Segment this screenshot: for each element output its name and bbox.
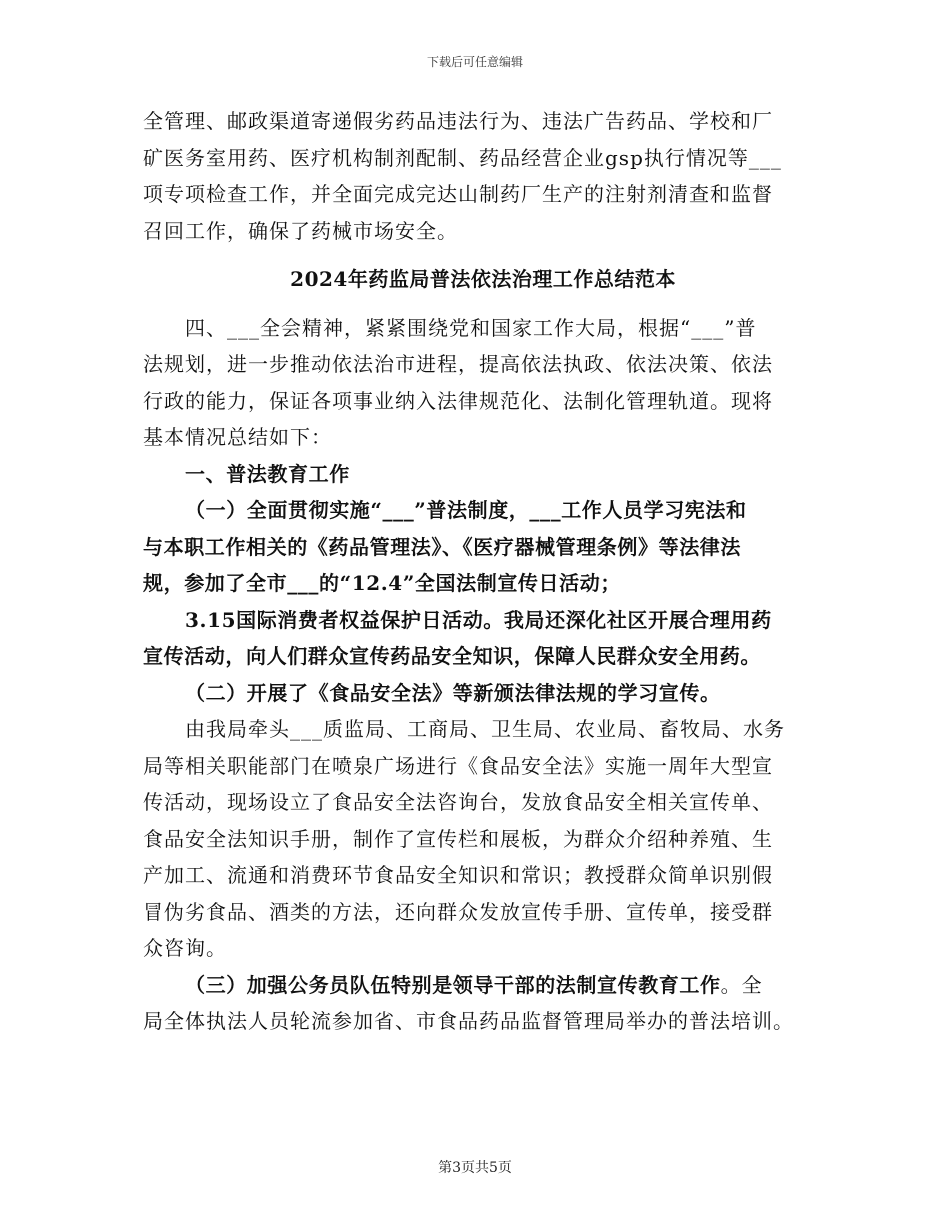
text-line: 冒伪劣食品、酒类的方法，还向群众发放宣传手册、宣传单，接受群 bbox=[143, 899, 773, 924]
page-header-note: 下载后可任意编辑 bbox=[426, 55, 523, 69]
document-title: 2024年药监局普法依法治理工作总结范本 bbox=[290, 267, 676, 291]
text-line: 基本情况总结如下： bbox=[143, 425, 332, 449]
text-line bbox=[143, 967, 823, 1004]
subsection-heading: （二）开展了《食品安全法》等新颁法律法规的学习宣传。 bbox=[185, 680, 721, 705]
text-line: 矿医务室用药、医疗机构制剂配制、药品经营企业gsp执行情况等___ bbox=[143, 145, 782, 170]
text-line: 行政的能力，保证各项事业纳入法律规范化、法制化管理轨道。现将 bbox=[143, 388, 773, 413]
text-fragment: 。全 bbox=[720, 972, 763, 997]
section-heading: 一、普法教育工作 bbox=[185, 461, 350, 486]
text-line: 法规划，进一步推动依法治市进程，提高依法执政、依法决策、依法 bbox=[143, 352, 773, 376]
text-line: 食品安全法知识手册，制作了宣传栏和展板，为群众介绍种养殖、生 bbox=[143, 826, 773, 851]
text-line: 传活动，现场设立了食品安全法咨询台，发放食品安全相关宣传单、 bbox=[143, 790, 773, 814]
text-line: 四、___全会精神，紧紧围绕党和国家工作大局，根据“___”普 bbox=[185, 315, 757, 340]
text-line: 全管理、邮政渠道寄递假劣药品违法行为、违法广告药品、学校和厂 bbox=[143, 109, 773, 133]
text-line: 众咨询。 bbox=[143, 936, 227, 960]
text-line: 局等相关职能部门在喷泉广场进行《食品安全法》实施一周年大型宣 bbox=[143, 753, 773, 778]
text-line: 与本职工作相关的《药品管理法》、《医疗器械管理条例》等法律法 bbox=[143, 534, 741, 559]
text-line: 项专项检查工作，并全面完成完达山制药厂生产的注射剂清查和监督 bbox=[143, 182, 773, 206]
text-line: 召回工作，确保了药械市场安全。 bbox=[143, 218, 458, 243]
page-number: 第3页共5页 bbox=[438, 1160, 512, 1176]
document-body bbox=[143, 103, 823, 1040]
text-line: 局全体执法人员轮流参加省、市食品药品监督管理局举办的普法培训。 bbox=[143, 1009, 794, 1033]
text-line: 由我局牵头___质监局、工商局、卫生局、农业局、畜牧局、水务 bbox=[185, 717, 785, 741]
text-line: 宣传活动，向人们群众宣传药品安全知识，保障人民群众安全用药。 bbox=[143, 644, 761, 668]
text-line: 规，参加了全市___的“12.4”全国法制宣传日活动； bbox=[143, 571, 621, 595]
text-line: 产加工、流通和消费环节食品安全知识和常识；教授群众简单识别假 bbox=[143, 863, 773, 887]
text-line: （一）全面贯彻实施“___”普法制度，___工作人员学习宪法和 bbox=[185, 498, 747, 522]
text-line: 3.15国际消费者权益保护日活动。我局还深化社区开展合理用药 bbox=[185, 607, 772, 632]
subsection-heading: （三）加强公务员队伍特别是领导干部的法制宣传教育工作 bbox=[185, 972, 721, 997]
